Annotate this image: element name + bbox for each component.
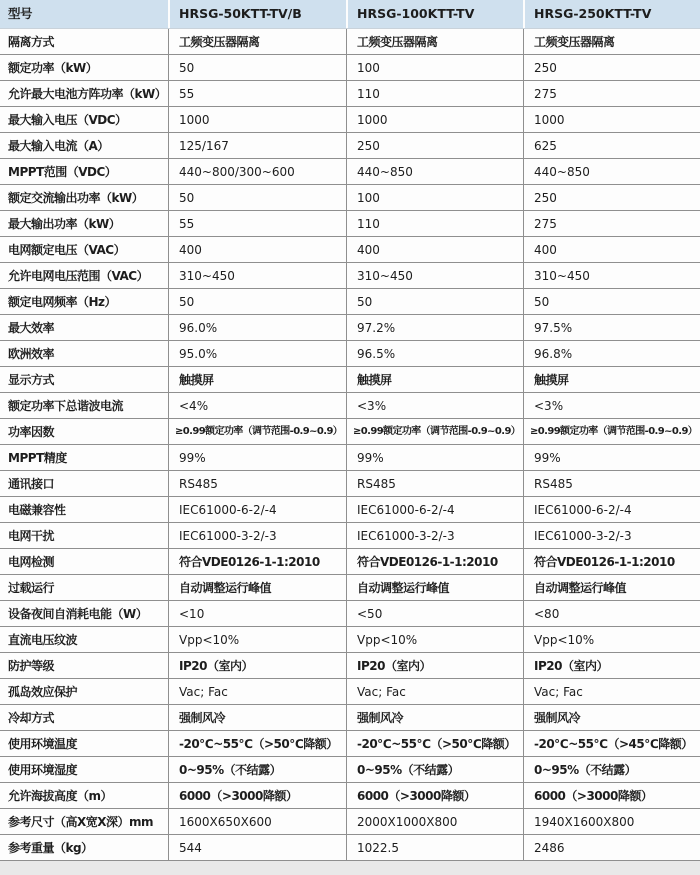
- table-row: [0, 835, 700, 861]
- row-label: 防护等级: [8, 658, 55, 673]
- row-value: RS485: [346, 471, 523, 496]
- row-value: IEC61000-3-2/-3: [346, 523, 523, 548]
- row-value: 310~450: [523, 263, 700, 288]
- row-value: 1000: [523, 107, 700, 132]
- table-row: [0, 237, 700, 263]
- row-value: 99%: [523, 445, 700, 470]
- table-row: [0, 315, 700, 341]
- row-value: 50: [346, 289, 523, 314]
- table-row: [0, 731, 700, 757]
- row-label: 欧洲效率: [8, 346, 55, 361]
- row-value: 工频变压器隔离: [168, 29, 346, 54]
- row-label: 额定电网频率（Hz）: [8, 294, 117, 309]
- table-row: [0, 523, 700, 549]
- row-label: 额定功率下总谐波电流: [8, 398, 124, 413]
- row-value: 6000（>3000降额）: [346, 783, 523, 808]
- row-value: 544: [168, 835, 346, 860]
- row-value: ≥0.99额定功率（调节范围-0.9~0.9）: [168, 419, 346, 444]
- row-value: RS485: [523, 471, 700, 496]
- row-value: IEC61000-3-2/-3: [523, 523, 700, 548]
- row-value: 0~95%（不结露）: [168, 757, 346, 782]
- row-value: 400: [523, 237, 700, 262]
- row-label: 参考尺寸（高X宽X深）mm: [8, 814, 154, 829]
- header-model-2: HRSG-100KTT-TV: [346, 0, 523, 28]
- row-value: 100: [346, 55, 523, 80]
- table-row: [0, 679, 700, 705]
- row-label: 额定交流输出功率（kW）: [8, 190, 144, 205]
- row-value: 400: [168, 237, 346, 262]
- row-value: IEC61000-3-2/-3: [168, 523, 346, 548]
- row-value: 强制风冷: [523, 705, 700, 730]
- row-value: 自动调整运行峰值: [346, 575, 523, 600]
- row-value: 触摸屏: [346, 367, 523, 392]
- row-value: 96.0%: [168, 315, 346, 340]
- row-value: 1022.5: [346, 835, 523, 860]
- row-label: 允许海拔高度（m）: [8, 788, 113, 803]
- table-row: [0, 263, 700, 289]
- table-row: [0, 81, 700, 107]
- row-label: 最大效率: [8, 320, 55, 335]
- row-label: MPPT精度: [8, 450, 67, 465]
- footer-strip: [0, 861, 700, 875]
- row-value: IP20（室内）: [346, 653, 523, 678]
- row-value: 符合VDE0126-1-1:2010: [346, 549, 523, 574]
- row-value: 6000（>3000降额）: [168, 783, 346, 808]
- row-value: 250: [523, 55, 700, 80]
- table-row: [0, 497, 700, 523]
- row-label: 允许最大电池方阵功率（kW）: [8, 86, 167, 101]
- table-row: [0, 653, 700, 679]
- table-row: [0, 289, 700, 315]
- table-row: [0, 107, 700, 133]
- row-value: 0~95%（不结露）: [346, 757, 523, 782]
- row-value: <50: [346, 601, 523, 626]
- row-value: IEC61000-6-2/-4: [346, 497, 523, 522]
- row-value: IP20（室内）: [168, 653, 346, 678]
- row-value: 275: [523, 211, 700, 236]
- row-value: <4%: [168, 393, 346, 418]
- row-label: 显示方式: [8, 372, 55, 387]
- row-label: 直流电压纹波: [8, 632, 78, 647]
- row-value: -20℃~55℃（>50℃降额）: [346, 731, 523, 756]
- row-value: Vpp<10%: [346, 627, 523, 652]
- row-value: 400: [346, 237, 523, 262]
- table-row: [0, 55, 700, 81]
- row-value: 1600X650X600: [168, 809, 346, 834]
- row-value: <3%: [346, 393, 523, 418]
- row-value: 95.0%: [168, 341, 346, 366]
- row-label: 使用环境温度: [8, 736, 78, 751]
- table-row: [0, 549, 700, 575]
- row-value: 99%: [346, 445, 523, 470]
- row-value: 97.2%: [346, 315, 523, 340]
- row-label: 孤岛效应保护: [8, 684, 78, 699]
- row-value: 96.8%: [523, 341, 700, 366]
- row-value: 符合VDE0126-1-1:2010: [523, 549, 700, 574]
- table-header-row: [0, 0, 700, 29]
- row-value: 50: [523, 289, 700, 314]
- row-value: 0~95%（不结露）: [523, 757, 700, 782]
- table-row: [0, 185, 700, 211]
- table-row: [0, 809, 700, 835]
- row-label: 冷却方式: [8, 710, 55, 725]
- table-row: [0, 445, 700, 471]
- header-model-1: HRSG-50KTT-TV/B: [168, 0, 346, 28]
- row-label: 电磁兼容性: [8, 502, 66, 517]
- table-row: [0, 783, 700, 809]
- row-value: 50: [168, 55, 346, 80]
- row-value: 1000: [168, 107, 346, 132]
- table-row: [0, 133, 700, 159]
- row-value: 触摸屏: [523, 367, 700, 392]
- row-label: 额定功率（kW）: [8, 60, 98, 75]
- row-label: 电网检测: [8, 554, 55, 569]
- row-value: IEC61000-6-2/-4: [168, 497, 346, 522]
- table-body: [0, 29, 700, 861]
- row-value: 310~450: [168, 263, 346, 288]
- row-value: 625: [523, 133, 700, 158]
- row-label: 电网额定电压（VAC）: [8, 242, 126, 257]
- row-value: -20℃~55℃（>45℃降额）: [523, 731, 700, 756]
- row-value: 310~450: [346, 263, 523, 288]
- table-row: [0, 211, 700, 237]
- row-label: 允许电网电压范围（VAC）: [8, 268, 149, 283]
- row-label: 参考重量（kg）: [8, 840, 93, 855]
- row-value: RS485: [168, 471, 346, 496]
- table-row: [0, 341, 700, 367]
- row-value: <3%: [523, 393, 700, 418]
- row-label: 最大输入电压（VDC）: [8, 112, 127, 127]
- row-value: 强制风冷: [168, 705, 346, 730]
- table-row: [0, 601, 700, 627]
- row-value: Vac; Fac: [523, 679, 700, 704]
- row-value: 自动调整运行峰值: [168, 575, 346, 600]
- row-value: 符合VDE0126-1-1:2010: [168, 549, 346, 574]
- row-label: 隔离方式: [8, 34, 55, 49]
- row-value: 2486: [523, 835, 700, 860]
- row-label: 使用环境湿度: [8, 762, 78, 777]
- row-value: 50: [168, 185, 346, 210]
- row-value: 440~850: [523, 159, 700, 184]
- row-value: 99%: [168, 445, 346, 470]
- row-value: 55: [168, 211, 346, 236]
- table-row: [0, 575, 700, 601]
- table-row: [0, 367, 700, 393]
- row-value: Vac; Fac: [168, 679, 346, 704]
- row-value: <10: [168, 601, 346, 626]
- row-value: 工频变压器隔离: [523, 29, 700, 54]
- row-value: 6000（>3000降额）: [523, 783, 700, 808]
- row-label: MPPT范围（VDC）: [8, 164, 117, 179]
- row-value: -20℃~55℃（>50℃降额）: [168, 731, 346, 756]
- row-value: Vpp<10%: [168, 627, 346, 652]
- row-value: 55: [168, 81, 346, 106]
- row-label: 通讯接口: [8, 476, 55, 491]
- row-value: <80: [523, 601, 700, 626]
- row-value: 96.5%: [346, 341, 523, 366]
- row-value: 50: [168, 289, 346, 314]
- row-value: 触摸屏: [168, 367, 346, 392]
- row-value: ≥0.99额定功率（调节范围-0.9~0.9）: [523, 419, 700, 444]
- table-row: [0, 627, 700, 653]
- row-value: 2000X1000X800: [346, 809, 523, 834]
- row-value: 97.5%: [523, 315, 700, 340]
- table-row: [0, 705, 700, 731]
- header-model-3: HRSG-250KTT-TV: [523, 0, 700, 28]
- row-value: 强制风冷: [346, 705, 523, 730]
- table-row: [0, 159, 700, 185]
- row-value: 440~800/300~600: [168, 159, 346, 184]
- row-label: 最大输出功率（kW）: [8, 216, 121, 231]
- row-label: 电网干扰: [8, 528, 55, 543]
- table-row: [0, 419, 700, 445]
- row-value: 110: [346, 211, 523, 236]
- row-label: 过载运行: [8, 580, 55, 595]
- header-label-cell: 型号: [0, 0, 168, 28]
- row-value: Vpp<10%: [523, 627, 700, 652]
- table-row: [0, 393, 700, 419]
- row-value: 125/167: [168, 133, 346, 158]
- row-value: Vac; Fac: [346, 679, 523, 704]
- row-value: 工频变压器隔离: [346, 29, 523, 54]
- table-row: [0, 29, 700, 55]
- row-label: 设备夜间自消耗电能（W）: [8, 606, 148, 621]
- row-value: 110: [346, 81, 523, 106]
- row-value: 440~850: [346, 159, 523, 184]
- row-label: 最大输入电流（A）: [8, 138, 109, 153]
- row-value: 100: [346, 185, 523, 210]
- row-value: 自动调整运行峰值: [523, 575, 700, 600]
- row-value: IEC61000-6-2/-4: [523, 497, 700, 522]
- row-value: 250: [346, 133, 523, 158]
- row-value: 275: [523, 81, 700, 106]
- row-value: 250: [523, 185, 700, 210]
- table-row: [0, 757, 700, 783]
- row-value: ≥0.99额定功率（调节范围-0.9~0.9）: [346, 419, 523, 444]
- row-label: 功率因数: [8, 424, 55, 439]
- row-value: IP20（室内）: [523, 653, 700, 678]
- table-row: [0, 471, 700, 497]
- row-value: 1940X1600X800: [523, 809, 700, 834]
- row-value: 1000: [346, 107, 523, 132]
